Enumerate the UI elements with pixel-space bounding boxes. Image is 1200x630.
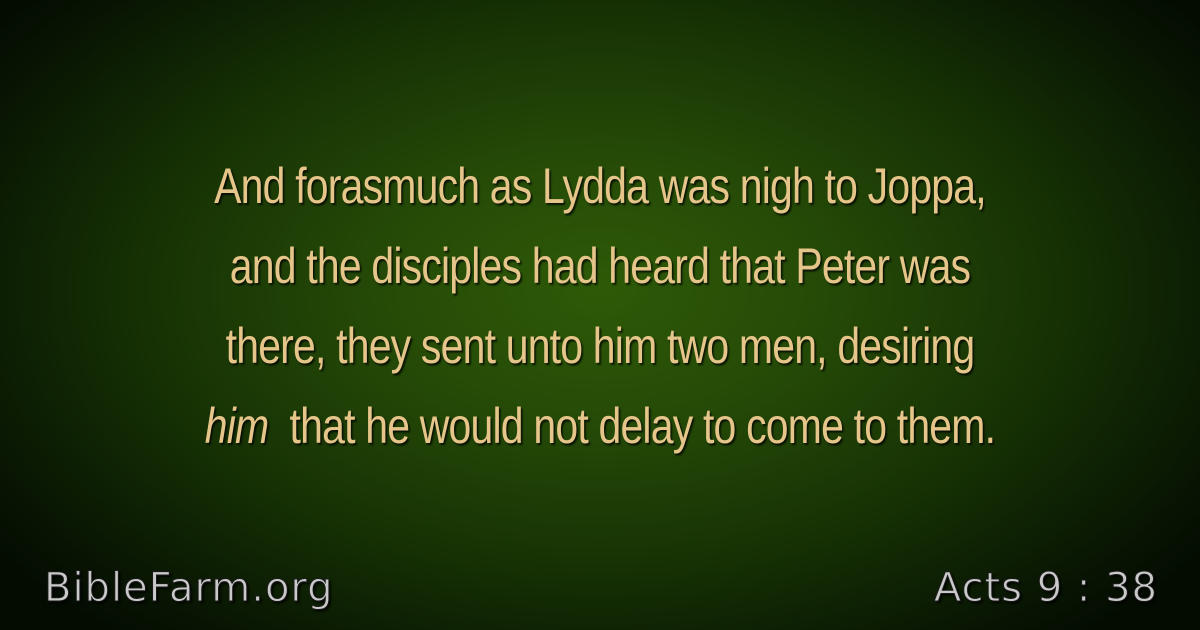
verse-line-4 bbox=[141, 386, 1059, 466]
verse-line-1: And forasmuch as Lydda was nigh to Joppa, bbox=[214, 158, 986, 214]
verse-line-3: there, they sent unto him two men, desiring bbox=[225, 318, 975, 374]
verse-reference: Acts 9 : 38 bbox=[933, 565, 1158, 611]
site-name: BibleFarm.org bbox=[44, 565, 334, 611]
verse-line-2: and the disciples had heard that Peter was bbox=[229, 238, 971, 294]
verse-text bbox=[141, 146, 1059, 466]
verse-italic-word: him bbox=[204, 398, 269, 454]
verse-line-4-rest: that he would not delay to come to them. bbox=[289, 398, 996, 454]
